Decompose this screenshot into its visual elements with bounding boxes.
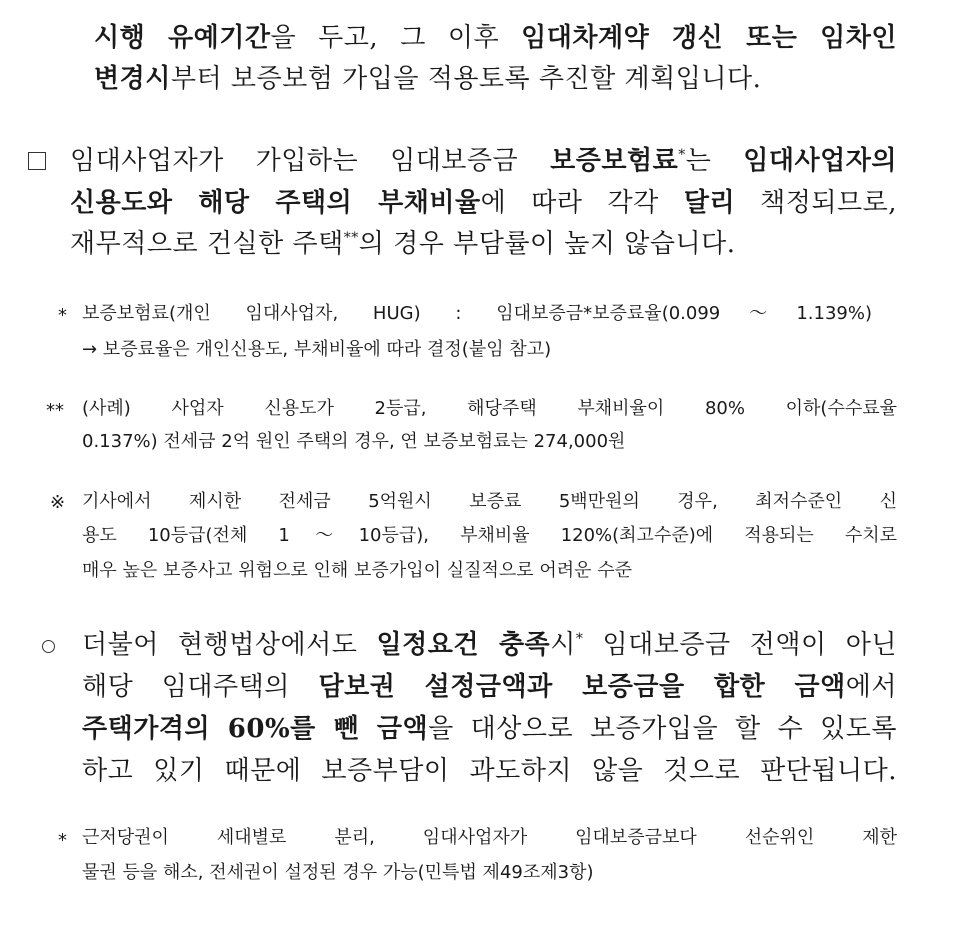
point1-footnote-mark: * [678,147,686,163]
point1-credit-debt: 신용도와 해당 주택의 부채비율 [70,188,481,218]
point1-differently: 달리 [683,188,736,218]
point2-text-b: 시 [550,630,576,660]
intro-change-time: 변경시 [94,64,171,94]
note1-marker: * [58,305,67,326]
note3-line-1: 기사에서 제시한 전세금 5억원시 보증료 5백만원의 경우, 최저수준인 신 [82,491,897,512]
point1-line-2 [70,190,897,216]
circle-bullet-icon [42,640,55,653]
point2-text-c: 임대보증금 전액이 아닌 [583,630,897,660]
note4-line-2: 물권 등을 해소, 전세권이 설정된 경우 가능(민특법 제49조제3항) [82,862,594,883]
point1-text-d: 에 따라 각각 [480,188,684,218]
point2-line-4: 하고 있기 때문에 보증부담이 과도하지 않을 것으로 판단됩니다. [82,756,897,786]
intro-text-a: 을 두고, 그 이후 [270,23,522,53]
point2-text-f: 을 대상으로 보증가입을 할 수 있도록 [428,714,897,744]
note3-line-2: 용도 10등급(전체 1～10등급), 부채비율 120%(최고수준)에 적용되는 수치로 [82,525,897,546]
note1-line-1: 보증보험료(개인 임대사업자, HUG) : 임대보증금*보증료율(0.099～1.139%) [82,303,872,324]
checkbox-bullet-icon [28,152,46,170]
point2-text-e: 에서 [845,672,897,702]
point1-text-e: 책정되므로, [735,188,897,218]
point2-text-d: 해당 임대주택의 [82,672,319,702]
point1-line-3 [70,231,736,257]
intro-line-2 [94,66,761,92]
point1-text-c: 는 [685,146,744,176]
point2-line-3 [82,716,897,742]
intro-grace-period: 시행 유예기간 [94,23,271,53]
point2-requirement: 일정요건 충족 [376,630,551,660]
point1-business: 임대사업자의 [743,146,897,176]
note3-line-3: 매우 높은 보증사고 위험으로 인해 보증가입이 실질적으로 어려운 수준 [82,560,633,581]
point2-line-1 [82,632,897,658]
intro-line-1 [94,25,897,51]
note4-line-1: 근저당권이 세대별로 분리, 임대사업자가 임대보증금보다 선순위인 제한 [82,827,897,848]
point1-text-g: 의 경우 부담률이 높지 않습니다. [358,229,736,259]
point2-footnote-mark: * [575,631,584,647]
point2-text-a: 더불어 현행법상에서도 [82,630,377,660]
point2-mortgage-sum: 담보권 설정금액과 보증금을 합한 금액 [318,672,846,702]
intro-text-b: 부터 보증보험 가입을 적용토록 추진할 계획입니다. [170,64,762,94]
note1-line-2: → 보증료율은 개인신용도, 부채비율에 따라 결정(붙임 참고) [82,339,552,360]
note2-line-2: 0.137%) 전세금 2억 원인 주택의 경우, 연 보증보험료는 274,000원 [82,431,626,452]
point1-text-f: 재무적으로 건실한 주택 [70,229,344,259]
point2-line-2 [82,674,897,700]
point1-line-1 [70,148,897,174]
point1-footnote-mark-2: ** [343,230,359,246]
point1-text-a: 임대사업자가 가입하는 임대보증금 [70,146,551,176]
point1-premium: 보증보험료 [550,146,679,176]
note3-marker: ※ [50,492,66,513]
note2-marker: ** [46,400,64,421]
note2-line-1: (사례) 사업자 신용도가 2등급, 해당주택 부채비율이 80% 이하(수수료율 [82,398,897,419]
note4-marker: * [58,830,67,851]
point2-sixty-percent: 주택가격의 60%를 뺀 금액 [82,714,429,744]
intro-renewal-condition: 임대차계약 갱신 또는 임차인 [521,23,897,53]
